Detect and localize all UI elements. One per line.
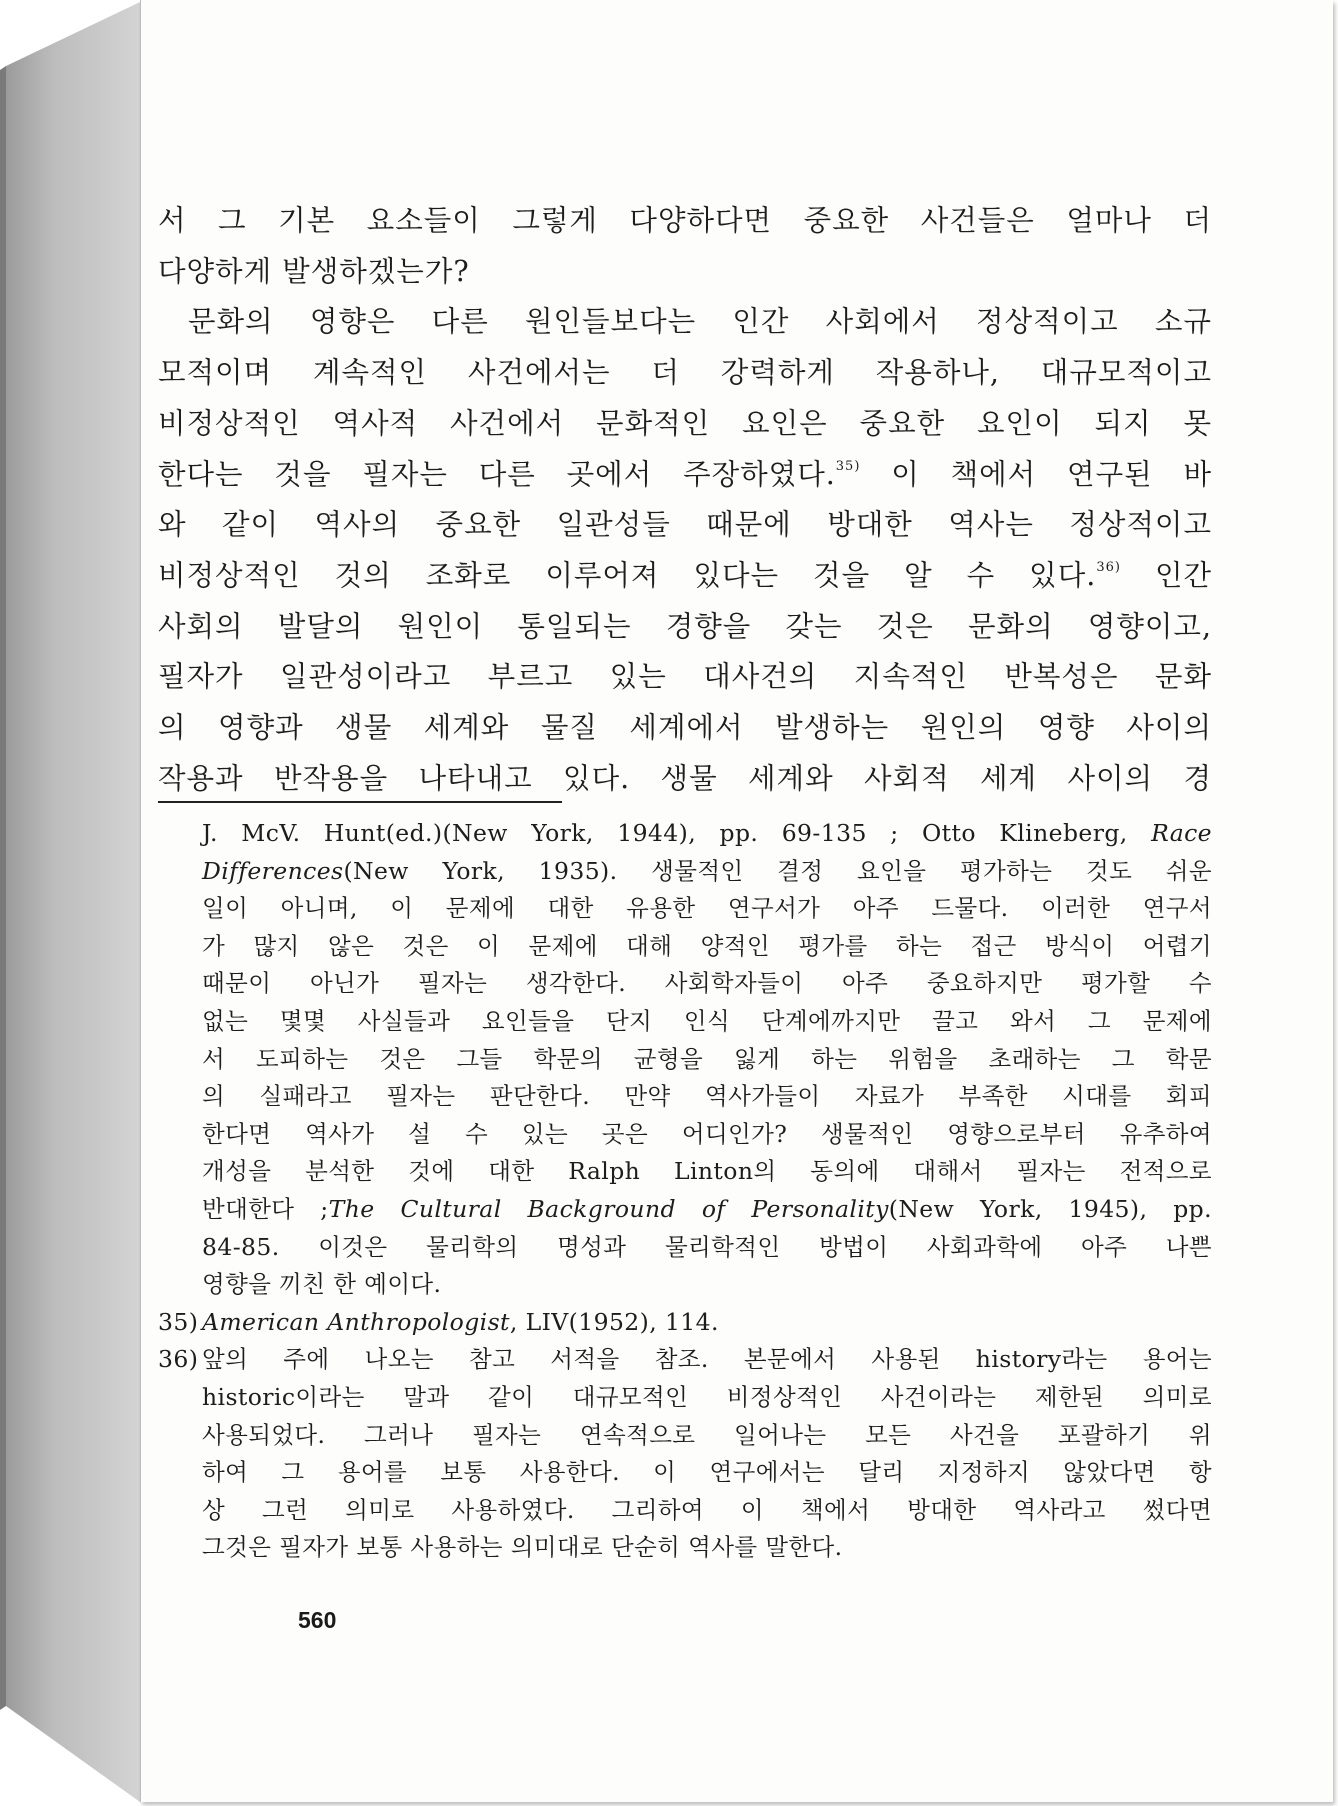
footnote-body [202,1341,1212,1567]
footnote-line: 때문이 아닌가 필자는 생각한다. 사회학자들이 아주 중요하지만 평가할 수 [202,969,1212,998]
footnote-line: 영향을 끼친 한 예이다. [202,1270,442,1299]
footnote-line: 84-85. 이것은 물리학의 명성과 물리학적인 방법이 사회과학에 아주 나쁜 [202,1232,1212,1261]
italic-title: Race [1151,819,1212,847]
text-line: 문화의 영향은 다른 원인들보다는 인간 사회에서 정상적이고 소규 [188,305,1212,339]
text-segment: 한다는 것을 필자는 다른 곳에서 주장하였다. [158,457,836,491]
italic-title: The Cultural Background of Personality [328,1194,889,1223]
footnote-body [202,1304,1212,1342]
footnote-line: 개성을 분석한 것에 대한 Ralph Linton의 동의에 대해서 필자는 전적으로 [202,1157,1212,1186]
text-segment: 비정상적인 것의 조화로 이루어져 있다는 것을 알 수 있다. [158,558,1097,592]
footnote-line: 의 실패라고 필자는 판단한다. 만약 역사가들이 자료가 부족한 시대를 회피 [202,1082,1212,1111]
text-segment: 인간 [1154,558,1213,592]
text-segment: 반대한다 ; [202,1194,329,1223]
text-line [158,551,1212,602]
footnote-36 [158,1341,1212,1567]
footnote-number: 36) [158,1345,199,1374]
footnote-line: 서 도피하는 것은 그들 학문의 균형을 잃게 하는 위험을 초래하는 그 학문 [202,1044,1212,1073]
text-segment: J. McV. Hunt(ed.)(New York, 1944), pp. 69-135 ; Otto Klineberg, [202,819,1128,847]
text-line: 작용과 반작용을 나타내고 있다. 생물 세계와 사회적 세계 사이의 경 [158,761,1212,795]
text-segment: , LIV(1952), 114. [509,1307,719,1336]
body-text [158,196,1212,804]
footnote-line [202,815,1212,853]
footnote-line [202,853,1212,891]
footnote-line: historic이라는 말과 같이 대규모적인 비정상적인 사건이라는 제한된 의미로 [202,1382,1212,1411]
footnote-line: 사용되었다. 그러나 필자는 연속적으로 일어나는 모든 사건을 포괄하기 위 [202,1420,1212,1449]
footnote-35 [158,1304,1212,1342]
footnote-line: 하여 그 용어를 보통 사용한다. 이 연구에서는 달리 지정하지 않았다면 항 [202,1458,1212,1487]
footnote-line: 가 많지 않은 것은 이 문제에 대해 양적인 평가를 하는 접근 방식이 어렵기 [202,931,1212,960]
text-line: 비정상적인 역사적 사건에서 문화적인 요인은 중요한 요인이 되지 못 [158,406,1212,440]
text-segment: (New York, 1945), pp. [888,1194,1212,1223]
footnote-line: 일이 아니며, 이 문제에 대한 유용한 연구서가 아주 드물다. 이러한 연구서 [202,894,1212,923]
footnote-continued [158,815,1212,1304]
footnote-line: 그것은 필자가 보통 사용하는 의미대로 단순히 역사를 말한다. [202,1533,843,1562]
italic-title: American Anthropologist [202,1307,510,1336]
footnote-divider [158,801,562,803]
text-line: 의 영향과 생물 세계와 물질 세계에서 발생하는 원인의 영향 사이의 [158,711,1212,745]
text-segment: 이 책에서 연구된 바 [891,457,1212,491]
text-line [158,450,1212,501]
footnote-line: 한다면 역사가 설 수 있는 곳은 어디인가? 생물적인 영향으로부터 유추하여 [202,1119,1212,1148]
text-line: 모적이며 계속적인 사건에서는 더 강력하게 작용하나, 대규모적이고 [158,356,1212,390]
footnote-line: 앞의 주에 나오는 참고 서적을 참조. 본문에서 사용된 history라는 용어는 [202,1345,1212,1374]
footnote-ref-36[interactable]: 36) [1096,559,1121,575]
text-segment: (New York, 1935). 생물적인 결정 요인을 평가하는 것도 쉬운 [343,856,1212,885]
footnotes [158,815,1212,1567]
text-line: 다양하게 발생하겠는가? [158,254,470,288]
paragraph-1 [158,196,1212,297]
footnote-ref-35[interactable]: 35) [835,458,861,474]
paragraph-2 [158,297,1212,804]
footnote-line [202,1191,1212,1229]
footnote-number: 35) [158,1307,199,1336]
text-line: 와 같이 역사의 중요한 일관성들 때문에 방대한 역사는 정상적이고 [158,508,1212,542]
text-line: 서 그 기본 요소들이 그렇게 다양하다면 중요한 사건들은 얼마나 더 [158,204,1212,237]
footnote-line: 상 그런 의미로 사용하였다. 그리하여 이 책에서 방대한 역사라고 썼다면 [202,1495,1212,1524]
page-number: 560 [298,1607,337,1633]
footnote-line: 없는 몇몇 사실들과 요인들을 단지 인식 단계에까지만 끌고 와서 그 문제에 [202,1006,1212,1035]
text-line: 사회의 발달의 원인이 통일되는 경향을 갖는 것은 문화의 영향이고, [158,609,1212,643]
text-line: 필자가 일관성이라고 부르고 있는 대사건의 지속적인 반복성은 문화 [158,660,1212,694]
italic-title: Differences [202,856,344,885]
